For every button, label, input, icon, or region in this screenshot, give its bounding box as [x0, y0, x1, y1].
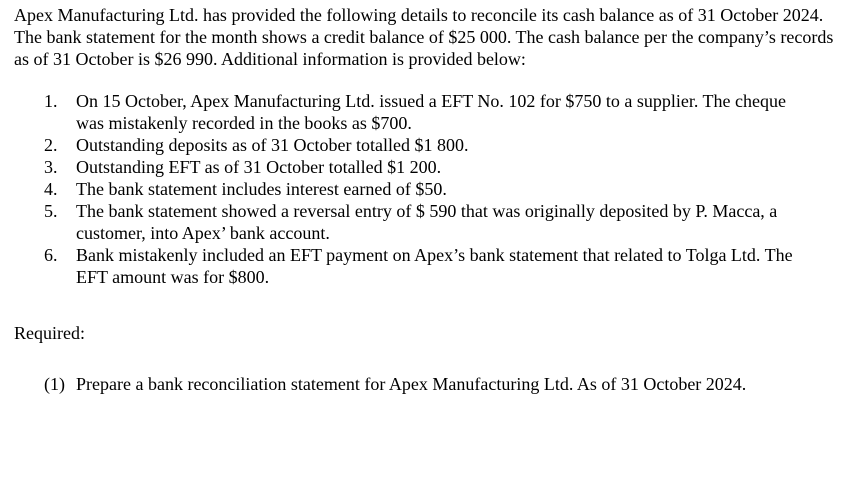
intro-paragraph: Apex Manufacturing Ltd. has provided the following details to reconcile its cash balance as of 31 October 2024. The bank statement for the month shows a credit balance of $25 000. The cash balance per the company’s records as of 31 October is $26 990. Additional information is provided below:: [14, 5, 834, 69]
list-item: [14, 244, 816, 288]
list-item-number: 6.: [44, 245, 58, 265]
list-item-text: The bank statement showed a reversal entry of $ 590 that was originally deposited by P. Macca, a customer, into Apex’ bank account.: [76, 201, 778, 243]
document-body: [14, 4, 840, 395]
list-item-number: 2.: [44, 135, 58, 155]
list-item: [14, 156, 816, 178]
list-item-text: The bank statement includes interest earned of $50.: [76, 179, 447, 199]
list-item-text: Bank mistakenly included an EFT payment on Apex’s bank statement that related to Tolga Ltd. The EFT amount was for $800.: [76, 245, 793, 287]
list-item-text: Outstanding deposits as of 31 October totalled $1 800.: [76, 135, 469, 155]
required-heading: Required:: [14, 323, 85, 343]
list-item: [14, 134, 816, 156]
task-number: (1): [44, 374, 65, 394]
required-task: [14, 373, 816, 395]
task-text: Prepare a bank reconciliation statement for Apex Manufacturing Ltd. As of 31 October 2024.: [76, 374, 747, 394]
list-item: [14, 90, 816, 134]
additional-info-list: [14, 90, 840, 288]
list-item-text: Outstanding EFT as of 31 October totalled $1 200.: [76, 157, 442, 177]
list-item-text: On 15 October, Apex Manufacturing Ltd. issued a EFT No. 102 for $750 to a supplier. The cheque was mistakenly recorded in the books as $700.: [76, 91, 786, 133]
list-item: [14, 200, 816, 244]
list-item-number: 5.: [44, 201, 58, 221]
list-item-number: 3.: [44, 157, 58, 177]
list-item: [14, 178, 816, 200]
list-item-number: 1.: [44, 91, 58, 111]
list-item-number: 4.: [44, 179, 58, 199]
